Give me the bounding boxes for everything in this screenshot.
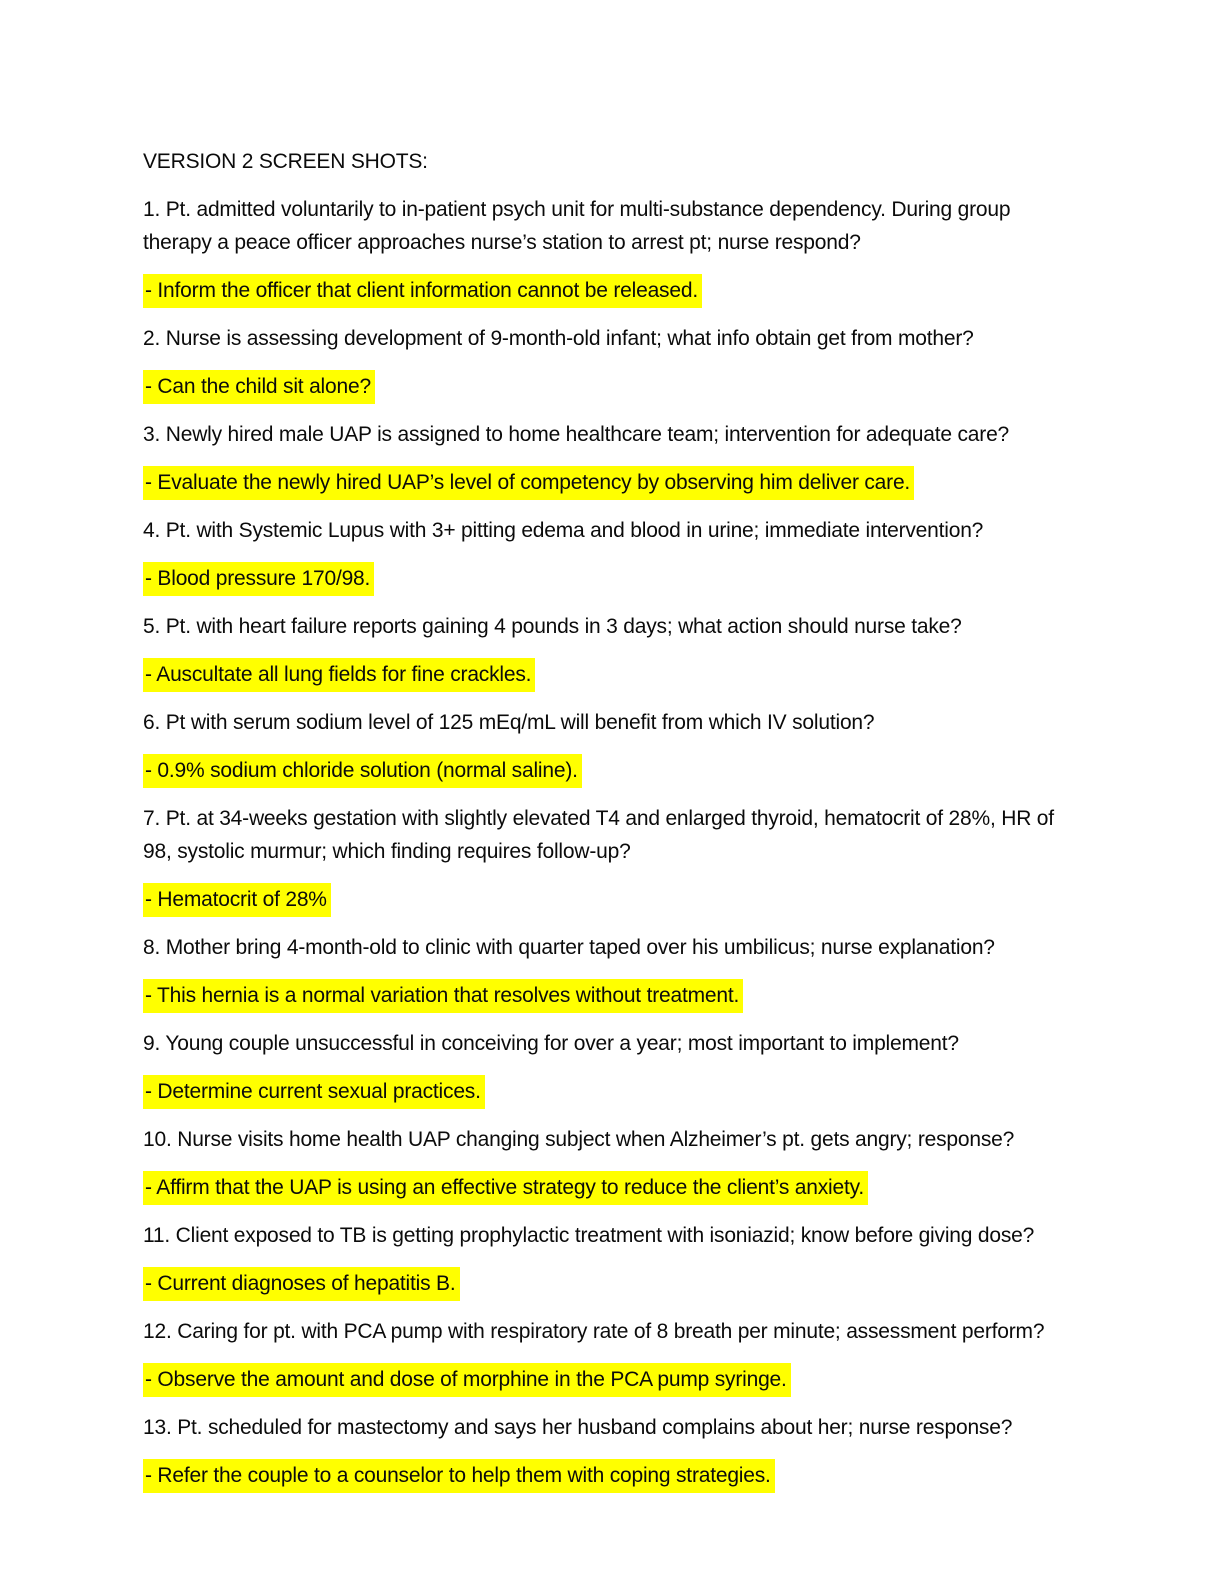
question-text: 12. Caring for pt. with PCA pump with respiratory rate of 8 breath per minute; assessment perform?	[143, 1320, 1045, 1343]
answer-text: - Refer the couple to a counselor to help them with coping strategies.	[143, 1459, 775, 1493]
question-text: 1. Pt. admitted voluntarily to in-patient psych unit for multi-substance dependency. During group therapy a peace officer approaches nurse’s station to arrest pt; nurse respond?	[143, 198, 1011, 254]
qa-item	[143, 418, 1084, 499]
question-text: 4. Pt. with Systemic Lupus with 3+ pitting edema and blood in urine; immediate intervention?	[143, 519, 984, 542]
question-text: 7. Pt. at 34-weeks gestation with slightly elevated T4 and enlarged thyroid, hematocrit of 28%, HR of 98, systolic murmur; which finding requires follow-up?	[143, 807, 1054, 863]
question-text: 9. Young couple unsuccessful in conceiving for over a year; most important to implement?	[143, 1032, 959, 1055]
qa-item	[143, 931, 1084, 1012]
answer-text: - Current diagnoses of hepatitis B.	[143, 1267, 460, 1301]
question-text: 11. Client exposed to TB is getting prophylactic treatment with isoniazid; know before giving dose?	[143, 1224, 1035, 1247]
answer-paragraph	[143, 1075, 1084, 1108]
qa-item	[143, 706, 1084, 787]
qa-item	[143, 1027, 1084, 1108]
answer-paragraph	[143, 883, 1084, 916]
qa-item	[143, 322, 1084, 403]
qa-item	[143, 1411, 1084, 1492]
answer-paragraph	[143, 1363, 1084, 1396]
qa-item	[143, 802, 1084, 916]
answer-paragraph	[143, 466, 1084, 499]
answer-text: - Determine current sexual practices.	[143, 1075, 485, 1109]
answer-paragraph	[143, 979, 1084, 1012]
qa-item	[143, 1219, 1084, 1300]
answer-paragraph	[143, 370, 1084, 403]
answer-text: - 0.9% sodium chloride solution (normal saline).	[143, 754, 582, 788]
qa-item	[143, 1315, 1084, 1396]
answer-paragraph	[143, 274, 1084, 307]
question-text: 6. Pt with serum sodium level of 125 mEq/mL will benefit from which IV solution?	[143, 711, 875, 734]
qa-item	[143, 193, 1084, 307]
document-title: VERSION 2 SCREEN SHOTS:	[143, 150, 428, 173]
question-text: 5. Pt. with heart failure reports gaining 4 pounds in 3 days; what action should nurse take?	[143, 615, 962, 638]
qa-item	[143, 514, 1084, 595]
question-text: 2. Nurse is assessing development of 9-month-old infant; what info obtain get from mother?	[143, 327, 974, 350]
answer-paragraph	[143, 1267, 1084, 1300]
question-text: 3. Newly hired male UAP is assigned to home healthcare team; intervention for adequate care?	[143, 423, 1010, 446]
question-text: 13. Pt. scheduled for mastectomy and says her husband complains about her; nurse response?	[143, 1416, 1013, 1439]
answer-paragraph	[143, 1459, 1084, 1492]
answer-paragraph	[143, 658, 1084, 691]
qa-list	[143, 193, 1084, 1492]
answer-text: - Can the child sit alone?	[143, 370, 375, 404]
answer-text: - Blood pressure 170/98.	[143, 562, 374, 596]
answer-text: - Auscultate all lung fields for fine crackles.	[143, 658, 535, 692]
qa-item	[143, 610, 1084, 691]
question-text: 8. Mother bring 4-month-old to clinic with quarter taped over his umbilicus; nurse explanation?	[143, 936, 995, 959]
question-text: 10. Nurse visits home health UAP changing subject when Alzheimer’s pt. gets angry; response?	[143, 1128, 1015, 1151]
answer-text: - Evaluate the newly hired UAP’s level of competency by observing him deliver care.	[143, 466, 914, 500]
qa-item	[143, 1123, 1084, 1204]
answer-text: - Hematocrit of 28%	[143, 883, 331, 917]
answer-paragraph	[143, 562, 1084, 595]
answer-paragraph	[143, 754, 1084, 787]
answer-text: - Affirm that the UAP is using an effective strategy to reduce the client’s anxiety.	[143, 1171, 868, 1205]
answer-paragraph	[143, 1171, 1084, 1204]
answer-text: - Observe the amount and dose of morphine in the PCA pump syringe.	[143, 1363, 791, 1397]
answer-text: - Inform the officer that client information cannot be released.	[143, 274, 702, 308]
answer-text: - This hernia is a normal variation that resolves without treatment.	[143, 979, 743, 1013]
